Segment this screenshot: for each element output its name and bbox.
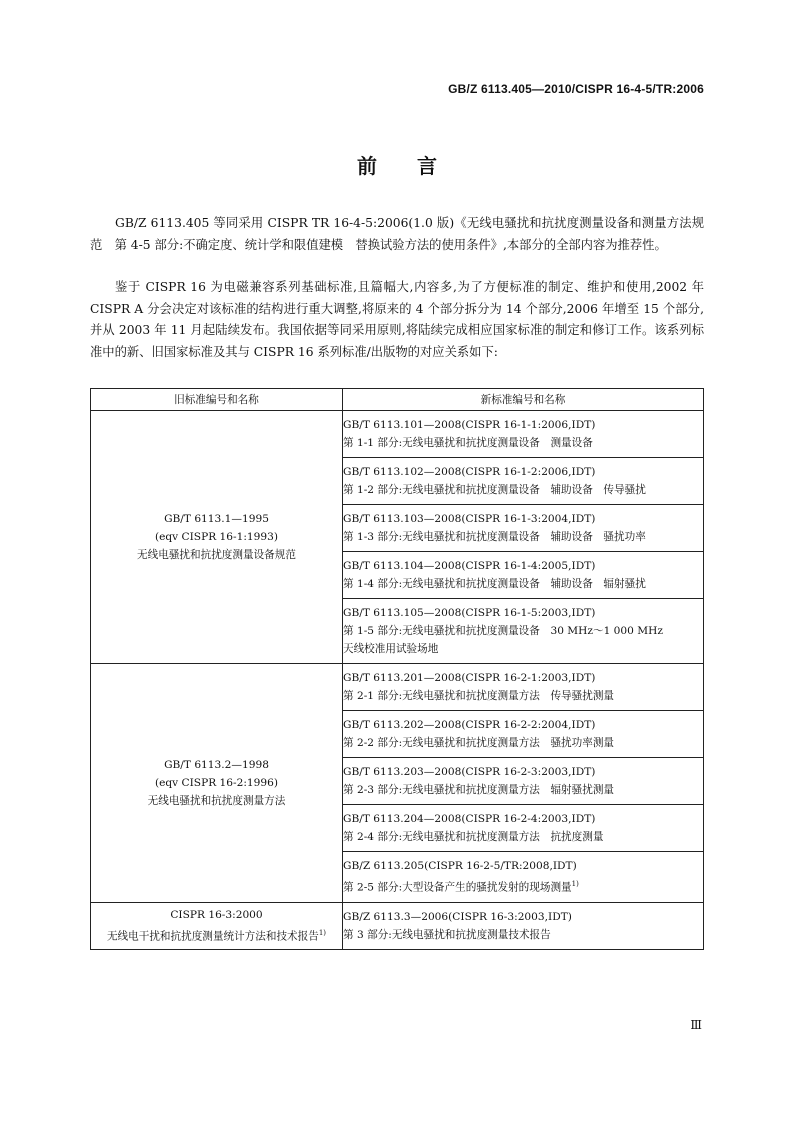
new-standard-code: GB/T 6113.201—2008(CISPR 16-2-1:2003,IDT) xyxy=(343,672,596,684)
old-standard-title: 无线电骚扰和抗扰度测量设备规范 xyxy=(137,549,296,561)
new-standard-cell xyxy=(343,458,704,505)
new-standard-code: GB/T 6113.102—2008(CISPR 16-1-2:2006,IDT) xyxy=(343,466,596,478)
old-standard-title: 无线电骚扰和抗扰度测量方法 xyxy=(147,795,286,807)
new-standard-title: 第 2-1 部分:无线电骚扰和抗扰度测量方法 传导骚扰测量 xyxy=(343,690,615,702)
old-standard-cell xyxy=(91,903,343,950)
old-standard-cell xyxy=(91,664,343,903)
page-title: 前言 xyxy=(357,154,477,178)
new-standard-cell xyxy=(343,852,704,903)
new-standard-code: GB/Z 6113.205(CISPR 16-2-5/TR:2008,IDT) xyxy=(343,860,577,873)
old-standard-code: CISPR 16-3:2000 xyxy=(170,909,263,922)
old-standard-code: GB/T 6113.1—1995 xyxy=(164,513,269,525)
new-standard-cell xyxy=(343,552,704,599)
new-standard-cell xyxy=(343,411,704,458)
column-header-new: 新标准编号和名称 xyxy=(343,389,704,411)
new-standard-code: GB/Z 6113.3—2006(CISPR 16-3:2003,IDT) xyxy=(343,911,572,923)
intro-paragraph-1: GB/Z 6113.405 等同采用 CISPR TR 16-4-5:2006(1.0 版)《无线电骚扰和抗扰度测量设备和测量方法规范 第 4-5 部分:不确定度、统计学和限值建模 替换试验方法的使用条件》,本部分的全部内容为推荐性。 xyxy=(90,216,704,252)
new-standard-title: 第 1-2 部分:无线电骚扰和抗扰度测量设备 辅助设备 传导骚扰 xyxy=(343,484,646,496)
new-standard-code: GB/T 6113.204—2008(CISPR 16-2-4:2003,IDT) xyxy=(343,813,596,825)
old-standard-eqv: (eqv CISPR 16-2:1996) xyxy=(154,777,279,789)
new-standard-cell xyxy=(343,599,704,664)
footnote-marker: 1) xyxy=(318,929,327,938)
standards-mapping-table xyxy=(90,388,704,950)
column-header-old: 旧标准编号和名称 xyxy=(91,389,343,411)
new-standard-title: 第 2-4 部分:无线电骚扰和抗扰度测量方法 抗扰度测量 xyxy=(343,831,604,843)
new-standard-cell xyxy=(343,711,704,758)
intro-paragraph-2: 鉴于 CISPR 16 为电磁兼容系列基础标准,且篇幅大,内容多,为了方便标准的制定、维护和使用,2002 年 CISPR A 分会决定对该标准的结构进行重大调整,将原来的 4 个部分拆分为 14 个部分,2006 年增至 15 个部分,并从 2003 年 11 月起陆续发布。我国依据等同采用原则,将陆续完成相应国家标准的制定和修订工作。该系列标准中的新、旧国家标准及其与 CISPR 16 系列标准/出版物的对应关系如下: xyxy=(90,280,704,359)
new-standard-code: GB/T 6113.104—2008(CISPR 16-1-4:2005,IDT) xyxy=(343,560,596,572)
old-standard-eqv: (eqv CISPR 16-1:1993) xyxy=(154,531,279,543)
new-standard-code: GB/T 6113.203—2008(CISPR 16-2-3:2003,IDT) xyxy=(343,766,596,778)
new-standard-title: 第 2-2 部分:无线电骚扰和抗扰度测量方法 骚扰功率测量 xyxy=(343,737,615,749)
footnote-marker: 1) xyxy=(571,880,579,889)
table-row xyxy=(91,664,704,711)
new-standard-title: 第 1-4 部分:无线电骚扰和抗扰度测量设备 辅助设备 辐射骚扰 xyxy=(343,578,646,590)
new-standard-cell xyxy=(343,805,704,852)
new-standard-title-cont: 天线校准用试验场地 xyxy=(343,643,439,655)
old-standard-code: GB/T 6113.2—1998 xyxy=(164,759,269,771)
new-standard-title: 第 1-3 部分:无线电骚扰和抗扰度测量设备 辅助设备 骚扰功率 xyxy=(343,531,646,543)
new-standard-cell xyxy=(343,505,704,552)
table-row xyxy=(91,411,704,458)
new-standard-title: 第 1-1 部分:无线电骚扰和抗扰度测量设备 测量设备 xyxy=(343,437,593,449)
page-number: Ⅲ xyxy=(690,1018,702,1032)
new-standard-cell xyxy=(343,664,704,711)
new-standard-code: GB/T 6113.101—2008(CISPR 16-1-1:2006,IDT) xyxy=(343,419,596,431)
old-standard-title: 无线电干扰和抗扰度测量统计方法和技术报告$^{1)}$ xyxy=(106,929,327,943)
new-standard-code: GB/T 6113.202—2008(CISPR 16-2-2:2004,IDT) xyxy=(343,719,596,731)
new-standard-cell xyxy=(343,758,704,805)
new-standard-code: GB/T 6113.103—2008(CISPR 16-1-3:2004,IDT) xyxy=(343,513,596,525)
old-standard-cell xyxy=(91,411,343,664)
new-standard-title: 第 2-3 部分:无线电骚扰和抗扰度测量方法 辐射骚扰测量 xyxy=(343,784,615,796)
new-standard-code: GB/T 6113.105—2008(CISPR 16-1-5:2003,IDT) xyxy=(343,607,596,619)
new-standard-cell xyxy=(343,903,704,950)
new-standard-title: 第 3 部分:无线电骚扰和抗扰度测量技术报告 xyxy=(343,929,551,941)
new-standard-title: 第 2-5 部分:大型设备产生的骚扰发射的现场测量$^{1)}$ xyxy=(343,880,579,894)
table-row xyxy=(91,903,704,950)
standard-code-header: GB/Z 6113.405—2010/CISPR 16-4-5/TR:2006 xyxy=(448,82,704,96)
table-header-row xyxy=(91,389,704,411)
new-standard-title: 第 1-5 部分:无线电骚扰和抗扰度测量设备 30 MHz～1 000 MHz xyxy=(343,625,663,637)
